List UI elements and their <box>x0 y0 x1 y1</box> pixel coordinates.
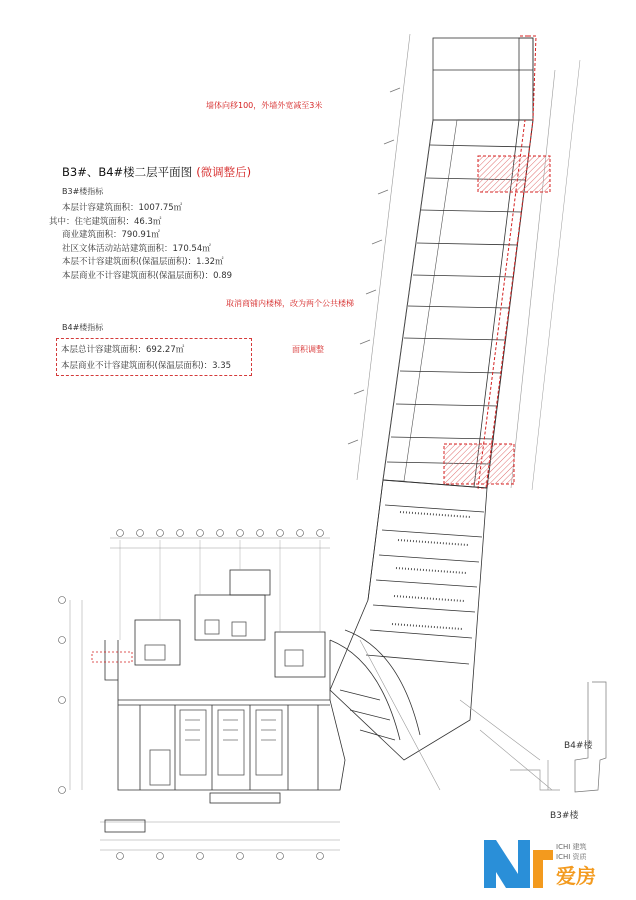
hatched-stair-area-2 <box>444 444 514 484</box>
b3-heading: B3#楼指标 <box>62 187 104 196</box>
logo-sub-1: ICHI 建筑 <box>556 843 587 851</box>
brand-logo <box>484 840 553 888</box>
hatched-stair-area-1 <box>478 156 550 192</box>
b3-indicators <box>49 186 233 283</box>
logo-text: 爱房 <box>556 864 596 888</box>
plan-title-note: (微调整后) <box>196 165 252 179</box>
label-b4-building: B4#楼 <box>564 741 593 751</box>
b3-line-2: 其中：住宅建筑面积：46.3㎡ <box>49 216 162 227</box>
b4-indicators-box <box>56 338 252 376</box>
label-b3-building: B3#楼 <box>550 811 579 821</box>
b4-outline <box>510 682 606 792</box>
markup-red-dashed <box>478 36 536 488</box>
logo-sub-2: ICHI 资质 <box>556 853 587 861</box>
note-area-adjust: 面积调整 <box>292 345 324 354</box>
b4-heading: B4#楼指标 <box>62 323 104 332</box>
main-building <box>70 538 345 850</box>
b4-line-1: 本层总计容建筑面积：692.27㎡ <box>61 345 185 355</box>
b3-line-1: 本层计容建筑面积：1007.75㎡ <box>62 203 183 213</box>
b3-line-3: 商业建筑面积：790.91㎡ <box>62 230 160 240</box>
b3-line-5: 本层不计容建筑面积(保温层面积)：1.32㎡ <box>62 257 224 267</box>
b4-line-2: 本层商业不计容建筑面积(保温层面积)：3.35 <box>61 361 232 371</box>
plan-title <box>62 164 251 180</box>
axis-bubbles <box>59 530 324 860</box>
b3-line-4: 社区文体活动站站建筑面积：170.54㎡ <box>62 243 211 254</box>
b3-line-6: 本层商业不计容建筑面积(保温层面积)：0.89 <box>62 270 233 281</box>
note-stair-cancel: 取消商铺内楼梯，改为两个公共楼梯 <box>226 299 354 308</box>
markup-small-box <box>92 652 132 662</box>
upper-wing <box>348 34 580 490</box>
note-wall-shift: 墙体向移100，外墙外宽减至3米 <box>206 101 323 110</box>
lower-wing <box>330 480 552 790</box>
plan-title-text: B3#、B4#楼二层平面图 <box>62 165 193 179</box>
